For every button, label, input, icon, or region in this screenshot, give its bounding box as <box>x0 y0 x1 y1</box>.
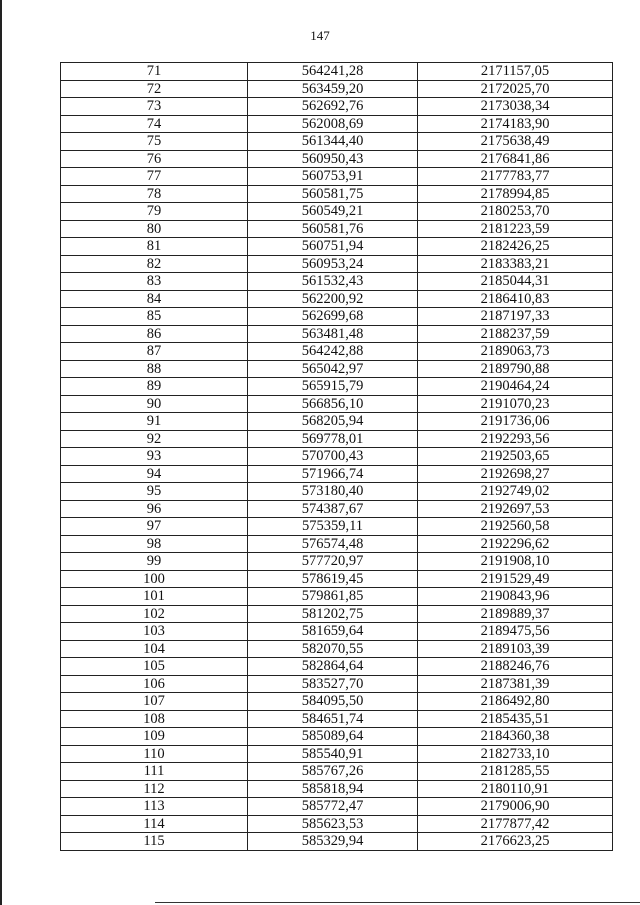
table-row <box>61 675 613 693</box>
y-coordinate-cell: 2186492,80 <box>418 693 613 711</box>
point-number-cell: 85 <box>61 308 248 326</box>
y-coordinate-cell: 2192503,65 <box>418 448 613 466</box>
point-number-cell: 109 <box>61 728 248 746</box>
x-coordinate-cell: 566856,10 <box>248 395 418 413</box>
x-coordinate-cell: 565915,79 <box>248 378 418 396</box>
point-number-cell: 77 <box>61 168 248 186</box>
point-number-cell: 114 <box>61 815 248 833</box>
y-coordinate-cell: 2179006,90 <box>418 798 613 816</box>
y-coordinate-cell: 2172025,70 <box>418 80 613 98</box>
y-coordinate-cell: 2192749,02 <box>418 483 613 501</box>
table-row <box>61 220 613 238</box>
point-number-cell: 106 <box>61 675 248 693</box>
y-coordinate-cell: 2191070,23 <box>418 395 613 413</box>
point-number-cell: 81 <box>61 238 248 256</box>
y-coordinate-cell: 2183383,21 <box>418 255 613 273</box>
point-number-cell: 93 <box>61 448 248 466</box>
y-coordinate-cell: 2192698,27 <box>418 465 613 483</box>
x-coordinate-cell: 585818,94 <box>248 780 418 798</box>
point-number-cell: 91 <box>61 413 248 431</box>
x-coordinate-cell: 579861,85 <box>248 588 418 606</box>
table-row <box>61 763 613 781</box>
y-coordinate-cell: 2182733,10 <box>418 745 613 763</box>
table-row <box>61 168 613 186</box>
y-coordinate-cell: 2189103,39 <box>418 640 613 658</box>
x-coordinate-cell: 563481,48 <box>248 325 418 343</box>
point-number-cell: 98 <box>61 535 248 553</box>
x-coordinate-cell: 574387,67 <box>248 500 418 518</box>
x-coordinate-cell: 585329,94 <box>248 833 418 851</box>
x-coordinate-cell: 576574,48 <box>248 535 418 553</box>
x-coordinate-cell: 581659,64 <box>248 623 418 641</box>
table-row <box>61 325 613 343</box>
x-coordinate-cell: 569778,01 <box>248 430 418 448</box>
point-number-cell: 84 <box>61 290 248 308</box>
coordinates-table-body <box>61 63 613 851</box>
table-row <box>61 115 613 133</box>
scan-edge-bottom <box>155 902 640 903</box>
x-coordinate-cell: 560950,43 <box>248 150 418 168</box>
point-number-cell: 86 <box>61 325 248 343</box>
table-row <box>61 133 613 151</box>
point-number-cell: 107 <box>61 693 248 711</box>
table-row <box>61 728 613 746</box>
table-row <box>61 483 613 501</box>
point-number-cell: 75 <box>61 133 248 151</box>
y-coordinate-cell: 2191908,10 <box>418 553 613 571</box>
table-row <box>61 605 613 623</box>
page-number: 147 <box>310 28 330 43</box>
y-coordinate-cell: 2177783,77 <box>418 168 613 186</box>
y-coordinate-cell: 2192560,58 <box>418 518 613 536</box>
point-number-cell: 111 <box>61 763 248 781</box>
y-coordinate-cell: 2176841,86 <box>418 150 613 168</box>
point-number-cell: 74 <box>61 115 248 133</box>
point-number-cell: 82 <box>61 255 248 273</box>
x-coordinate-cell: 585772,47 <box>248 798 418 816</box>
x-coordinate-cell: 570700,43 <box>248 448 418 466</box>
table-row <box>61 710 613 728</box>
y-coordinate-cell: 2171157,05 <box>418 63 613 81</box>
point-number-cell: 110 <box>61 745 248 763</box>
y-coordinate-cell: 2175638,49 <box>418 133 613 151</box>
table-row <box>61 780 613 798</box>
table-row <box>61 308 613 326</box>
y-coordinate-cell: 2192296,62 <box>418 535 613 553</box>
table-row <box>61 360 613 378</box>
table-row <box>61 623 613 641</box>
point-number-cell: 108 <box>61 710 248 728</box>
x-coordinate-cell: 562699,68 <box>248 308 418 326</box>
x-coordinate-cell: 582864,64 <box>248 658 418 676</box>
point-number-cell: 105 <box>61 658 248 676</box>
table-row <box>61 465 613 483</box>
x-coordinate-cell: 560753,91 <box>248 168 418 186</box>
table-row <box>61 500 613 518</box>
x-coordinate-cell: 571966,74 <box>248 465 418 483</box>
point-number-cell: 96 <box>61 500 248 518</box>
point-number-cell: 97 <box>61 518 248 536</box>
x-coordinate-cell: 573180,40 <box>248 483 418 501</box>
table-row <box>61 378 613 396</box>
table-row <box>61 413 613 431</box>
y-coordinate-cell: 2189475,56 <box>418 623 613 641</box>
y-coordinate-cell: 2192293,56 <box>418 430 613 448</box>
y-coordinate-cell: 2187381,39 <box>418 675 613 693</box>
y-coordinate-cell: 2178994,85 <box>418 185 613 203</box>
x-coordinate-cell: 582070,55 <box>248 640 418 658</box>
y-coordinate-cell: 2173038,34 <box>418 98 613 116</box>
y-coordinate-cell: 2180110,91 <box>418 780 613 798</box>
y-coordinate-cell: 2184360,38 <box>418 728 613 746</box>
y-coordinate-cell: 2190843,96 <box>418 588 613 606</box>
table-row <box>61 395 613 413</box>
x-coordinate-cell: 585540,91 <box>248 745 418 763</box>
y-coordinate-cell: 2189063,73 <box>418 343 613 361</box>
point-number-cell: 88 <box>61 360 248 378</box>
point-number-cell: 101 <box>61 588 248 606</box>
x-coordinate-cell: 568205,94 <box>248 413 418 431</box>
table-row <box>61 693 613 711</box>
x-coordinate-cell: 561532,43 <box>248 273 418 291</box>
point-number-cell: 115 <box>61 833 248 851</box>
y-coordinate-cell: 2174183,90 <box>418 115 613 133</box>
x-coordinate-cell: 561344,40 <box>248 133 418 151</box>
point-number-cell: 99 <box>61 553 248 571</box>
table-row <box>61 588 613 606</box>
table-row <box>61 815 613 833</box>
table-row <box>61 80 613 98</box>
point-number-cell: 78 <box>61 185 248 203</box>
x-coordinate-cell: 581202,75 <box>248 605 418 623</box>
table-row <box>61 553 613 571</box>
table-row <box>61 255 613 273</box>
point-number-cell: 103 <box>61 623 248 641</box>
x-coordinate-cell: 577720,97 <box>248 553 418 571</box>
point-number-cell: 87 <box>61 343 248 361</box>
x-coordinate-cell: 585623,53 <box>248 815 418 833</box>
x-coordinate-cell: 564241,28 <box>248 63 418 81</box>
y-coordinate-cell: 2188237,59 <box>418 325 613 343</box>
point-number-cell: 112 <box>61 780 248 798</box>
y-coordinate-cell: 2191529,49 <box>418 570 613 588</box>
x-coordinate-cell: 584095,50 <box>248 693 418 711</box>
y-coordinate-cell: 2191736,06 <box>418 413 613 431</box>
y-coordinate-cell: 2189790,88 <box>418 360 613 378</box>
table-row <box>61 798 613 816</box>
point-number-cell: 73 <box>61 98 248 116</box>
table-row <box>61 238 613 256</box>
table-row <box>61 63 613 81</box>
y-coordinate-cell: 2185435,51 <box>418 710 613 728</box>
point-number-cell: 76 <box>61 150 248 168</box>
point-number-cell: 79 <box>61 203 248 221</box>
table-row <box>61 343 613 361</box>
table-row <box>61 430 613 448</box>
table-row <box>61 273 613 291</box>
y-coordinate-cell: 2177877,42 <box>418 815 613 833</box>
x-coordinate-cell: 562200,92 <box>248 290 418 308</box>
table-row <box>61 448 613 466</box>
x-coordinate-cell: 562008,69 <box>248 115 418 133</box>
x-coordinate-cell: 560953,24 <box>248 255 418 273</box>
x-coordinate-cell: 585089,64 <box>248 728 418 746</box>
x-coordinate-cell: 565042,97 <box>248 360 418 378</box>
x-coordinate-cell: 585767,26 <box>248 763 418 781</box>
x-coordinate-cell: 562692,76 <box>248 98 418 116</box>
x-coordinate-cell: 578619,45 <box>248 570 418 588</box>
x-coordinate-cell: 584651,74 <box>248 710 418 728</box>
point-number-cell: 72 <box>61 80 248 98</box>
table-row <box>61 150 613 168</box>
x-coordinate-cell: 560751,94 <box>248 238 418 256</box>
point-number-cell: 104 <box>61 640 248 658</box>
y-coordinate-cell: 2188246,76 <box>418 658 613 676</box>
point-number-cell: 83 <box>61 273 248 291</box>
y-coordinate-cell: 2189889,37 <box>418 605 613 623</box>
x-coordinate-cell: 575359,11 <box>248 518 418 536</box>
x-coordinate-cell: 563459,20 <box>248 80 418 98</box>
coordinates-table <box>60 62 613 851</box>
point-number-cell: 94 <box>61 465 248 483</box>
point-number-cell: 102 <box>61 605 248 623</box>
y-coordinate-cell: 2187197,33 <box>418 308 613 326</box>
table-row <box>61 290 613 308</box>
point-number-cell: 92 <box>61 430 248 448</box>
y-coordinate-cell: 2192697,53 <box>418 500 613 518</box>
table-row <box>61 535 613 553</box>
x-coordinate-cell: 583527,70 <box>248 675 418 693</box>
table-row <box>61 185 613 203</box>
table-row <box>61 658 613 676</box>
point-number-cell: 89 <box>61 378 248 396</box>
scan-edge-left <box>0 0 2 905</box>
point-number-cell: 90 <box>61 395 248 413</box>
table-row <box>61 745 613 763</box>
point-number-cell: 80 <box>61 220 248 238</box>
y-coordinate-cell: 2176623,25 <box>418 833 613 851</box>
table-row <box>61 98 613 116</box>
y-coordinate-cell: 2181285,55 <box>418 763 613 781</box>
point-number-cell: 95 <box>61 483 248 501</box>
table-row <box>61 203 613 221</box>
point-number-cell: 100 <box>61 570 248 588</box>
y-coordinate-cell: 2190464,24 <box>418 378 613 396</box>
point-number-cell: 71 <box>61 63 248 81</box>
point-number-cell: 113 <box>61 798 248 816</box>
y-coordinate-cell: 2185044,31 <box>418 273 613 291</box>
x-coordinate-cell: 560581,75 <box>248 185 418 203</box>
table-row <box>61 833 613 851</box>
x-coordinate-cell: 564242,88 <box>248 343 418 361</box>
table-row <box>61 570 613 588</box>
y-coordinate-cell: 2186410,83 <box>418 290 613 308</box>
x-coordinate-cell: 560581,76 <box>248 220 418 238</box>
table-row <box>61 518 613 536</box>
y-coordinate-cell: 2182426,25 <box>418 238 613 256</box>
table-row <box>61 640 613 658</box>
y-coordinate-cell: 2180253,70 <box>418 203 613 221</box>
y-coordinate-cell: 2181223,59 <box>418 220 613 238</box>
x-coordinate-cell: 560549,21 <box>248 203 418 221</box>
